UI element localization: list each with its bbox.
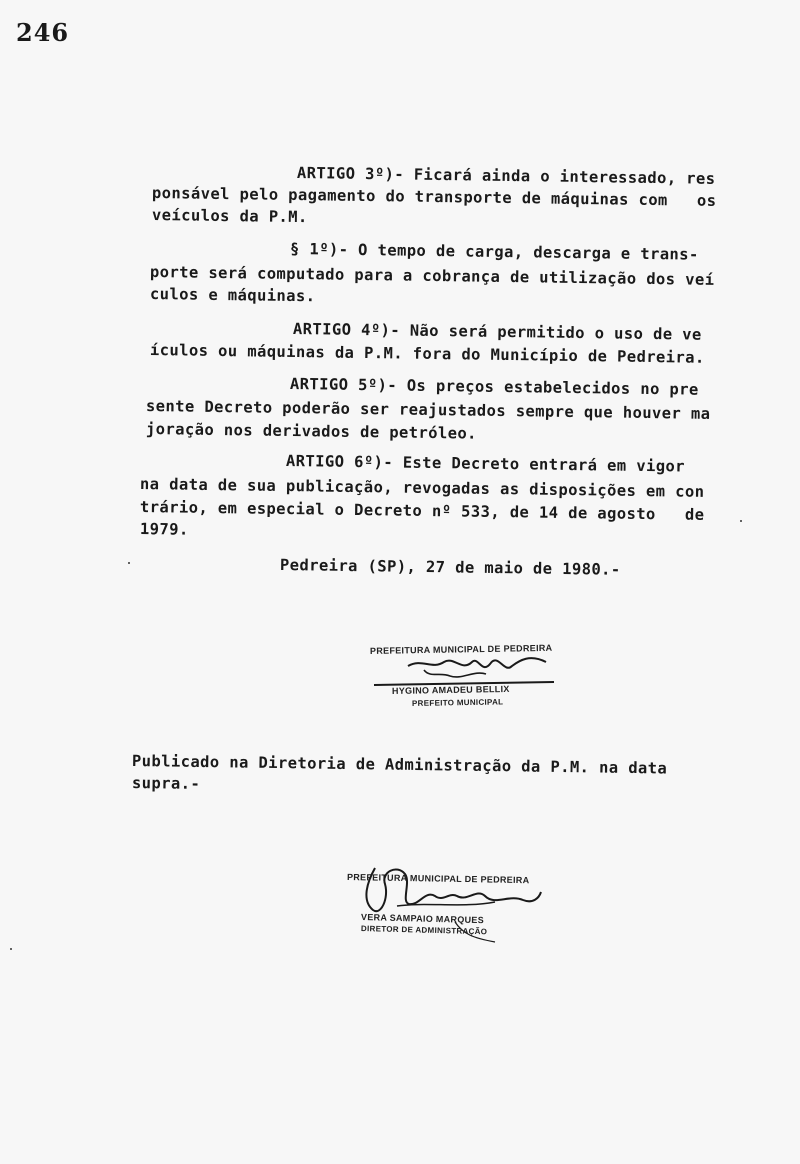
publication-line-2: supra.-: [131, 774, 201, 793]
article-6-line-3: trário, em especial o Decreto nº 533, de 14 de agosto de: [139, 498, 705, 524]
page-number: 246: [16, 18, 70, 47]
director-title: DIRETOR DE ADMINISTRAÇÃO: [360, 924, 488, 937]
scan-speck: [740, 520, 742, 522]
paragraph-1-line-1: § 1º)- O tempo de carga, descarga e trans-: [289, 240, 699, 264]
article-5-line-2: sente Decreto poderão ser reajustados sempre que houver ma: [145, 397, 711, 423]
mayor-title: PREFEITO MUNICIPAL: [411, 697, 504, 708]
article-6-line-4: 1979.: [139, 520, 189, 539]
article-4-line-1: ARTIGO 4º)- Não será permitido o uso de ve: [292, 320, 702, 344]
article-3-line-3: veículos da P.M.: [151, 206, 308, 227]
article-5-line-3: joração nos derivados de petróleo.: [145, 420, 477, 443]
director-signature-icon: [345, 862, 545, 952]
director-stamp-header: PREFEITURA MUNICIPAL DE PEDREIRA: [346, 872, 530, 886]
article-5-line-1: ARTIGO 5º)- Os preços estabelecidos no pre: [289, 375, 699, 399]
scan-speck: [10, 948, 12, 950]
article-3-line-1: ARTIGO 3º)- Ficará ainda o interessado, res: [296, 164, 716, 188]
article-6-line-1: ARTIGO 6º)- Este Decreto entrará em vigor: [285, 452, 686, 476]
publication-line-1: Publicado na Diretoria de Administração da P.M. na data: [131, 752, 668, 778]
scan-speck: [128, 562, 130, 564]
director-name: VERA SAMPAIO MARQUES: [360, 912, 485, 926]
paragraph-1-line-3: culos e máquinas.: [149, 285, 316, 306]
mayor-name: HYGINO AMADEU BELLIX: [391, 683, 510, 696]
paragraph-1-line-2: porte será computado para a cobrança de utilização dos veí: [149, 263, 715, 289]
director-stamp: [345, 862, 545, 952]
article-4-line-2: ículos ou máquinas da P.M. fora do Município de Pedreira.: [149, 341, 705, 367]
article-3-line-2: ponsável pelo pagamento do transporte de máquinas com os: [151, 184, 717, 210]
place-and-date: Pedreira (SP), 27 de maio de 1980.-: [279, 556, 621, 579]
mayor-stamp-header: PREFEITURA MUNICIPAL DE PEDREIRA: [369, 642, 553, 656]
article-6-line-2: na data de sua publicação, revogadas as disposições em con: [139, 475, 705, 501]
mayor-stamp: [370, 644, 560, 714]
